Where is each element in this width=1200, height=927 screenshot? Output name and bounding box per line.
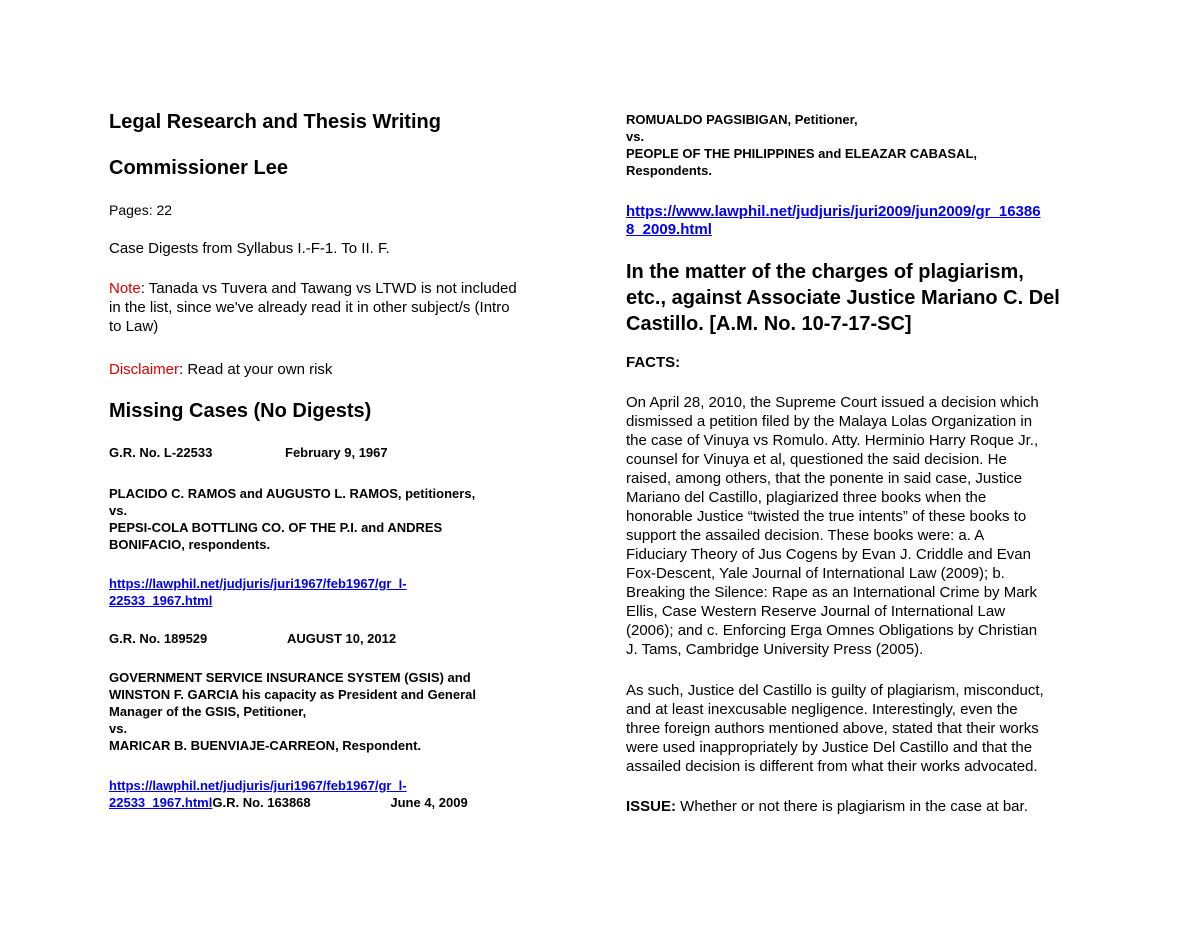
case-link[interactable] [626,203,1041,239]
note-text: : Tanada vs Tuvera and Tawang vs LTWD is not included [140,280,517,297]
case-header [109,444,388,461]
disclaimer-text: : Read at your own risk [179,361,333,378]
case-link-text[interactable]: 8_2009.html [626,221,712,238]
facts-line: dismissed a petition filed by the Malaya Lolas Organization in [626,413,1033,430]
parties-line: Manager of the GSIS, Petitioner, [109,704,307,719]
case-link-text[interactable]: 22533_1967.html [109,593,213,608]
case-title-line: In the matter of the charges of plagiarism, [626,261,1024,283]
facts-line: Fiduciary Theory of Jus Cogens by Evan J. Criddle and Evan [626,546,1031,563]
note-text: to Law) [109,318,159,335]
case-date: AUGUST 10, 2012 [287,631,397,646]
note-label: Note [109,280,141,297]
case-parties [109,669,476,754]
facts-line: Mariano del Castillo, plagiarized three books when the [626,489,987,506]
facts-paragraph [626,393,1096,659]
parties-line: BONIFACIO, respondents. [109,537,271,552]
document-title: Legal Research and Thesis Writing [109,111,441,133]
case-title [626,259,1096,337]
case-link[interactable] [109,575,407,609]
parties-line: vs. [626,129,645,144]
facts-line: Ellis, Case Western Reserve Journal of International Law [626,603,1006,620]
conclusion-line: As such, Justice del Castillo is guilty of plagiarism, misconduct, [626,682,1044,699]
disclaimer-label: Disclaimer [109,361,180,378]
facts-line: raised, among others, that the ponente in said case, Justice [626,470,1023,487]
case-date: February 9, 1967 [285,445,388,460]
case-date: June 4, 2009 [390,795,468,810]
case-link-text[interactable]: https://www.lawphil.net/judjuris/juri2009/jun2009/gr_16386 [626,203,1041,220]
facts-line: honorable Justice “twisted the true intents” of these books to [626,508,1027,525]
conclusion-line: and at least inexcusable negligence. Interestingly, even the [626,701,1018,718]
facts-line: Fox-Descent, Yale Journal of International Law (2009); b. [626,565,1005,582]
facts-line: the case of Vinuya vs Romulo. Atty. Herminio Harry Roque Jr., [626,432,1039,449]
facts-line: (2006); and c. Enforcing Erga Omnes Obligations by Christian [626,622,1038,639]
case-link-text[interactable]: https://lawphil.net/judjuris/juri1967/feb1967/gr_l- [109,778,407,793]
parties-line: vs. [109,503,128,518]
gr-number: G.R. No. L-22533 [109,445,213,460]
missing-cases-heading: Missing Cases (No Digests) [109,400,372,422]
case-header [109,630,396,647]
facts-line: Breaking the Silence: Rape as an International Crime by Mark [626,584,1038,601]
note-text: in the list, since we've already read it in other subject/s (Intro [109,299,510,316]
facts-line: counsel for Vinuya et al, questioned the said decision. He [626,451,1007,468]
document-subtitle: Commissioner Lee [109,157,288,179]
case-title-line: etc., against Associate Justice Mariano C. Del [626,287,1060,309]
parties-line: MARICAR B. BUENVIAJE-CARREON, Respondent. [109,738,422,753]
parties-line: PEOPLE OF THE PHILIPPINES and ELEAZAR CABASAL, [626,146,978,161]
facts-line: On April 28, 2010, the Supreme Court issued a decision which [626,394,1039,411]
issue-label: ISSUE: [626,798,677,815]
case-parties [626,111,977,179]
disclaimer [109,360,332,379]
parties-line: PEPSI-COLA BOTTLING CO. OF THE P.I. and ANDRES [109,520,443,535]
conclusion-line: three foreign authors mentioned above, stated that their works [626,720,1039,737]
facts-line: support the assailed decision. These books were: a. A [626,527,985,544]
facts-label: FACTS: [626,354,681,371]
parties-line: PLACIDO C. RAMOS and AUGUSTO L. RAMOS, petitioners, [109,486,476,501]
page-count: Pages: 22 [109,202,173,218]
syllabus-range: Case Digests from Syllabus I.-F-1. To II. F. [109,240,390,257]
issue-statement [626,797,1028,816]
conclusion-line: were used inappropriately by Justice Del Castillo and that the [626,739,1033,756]
parties-line: WINSTON F. GARCIA his capacity as President and General [109,687,476,702]
conclusion-paragraph [626,681,1096,776]
gr-number: G.R. No. 189529 [109,631,208,646]
parties-line: GOVERNMENT SERVICE INSURANCE SYSTEM (GSIS) and [109,670,471,685]
case-link-text[interactable]: https://lawphil.net/judjuris/juri1967/feb1967/gr_l- [109,576,407,591]
facts-line: J. Tams, Cambridge University Press (2005). [626,641,924,658]
case-title-line: Castillo. [A.M. No. 10-7-17-SC] [626,313,912,335]
parties-line: ROMUALDO PAGSIBIGAN, Petitioner, [626,112,858,127]
case-link[interactable] [109,777,468,812]
case-link-text[interactable]: 22533_1967.html [109,795,213,810]
gr-number: G.R. No. 163868 [212,795,311,810]
note-block [109,279,517,336]
conclusion-line: assailed decision is different from what their works advocated. [626,758,1038,775]
issue-text: Whether or not there is plagiarism in the case at bar. [676,798,1028,815]
parties-line: vs. [109,721,128,736]
parties-line: Respondents. [626,163,712,178]
case-parties [109,485,475,553]
